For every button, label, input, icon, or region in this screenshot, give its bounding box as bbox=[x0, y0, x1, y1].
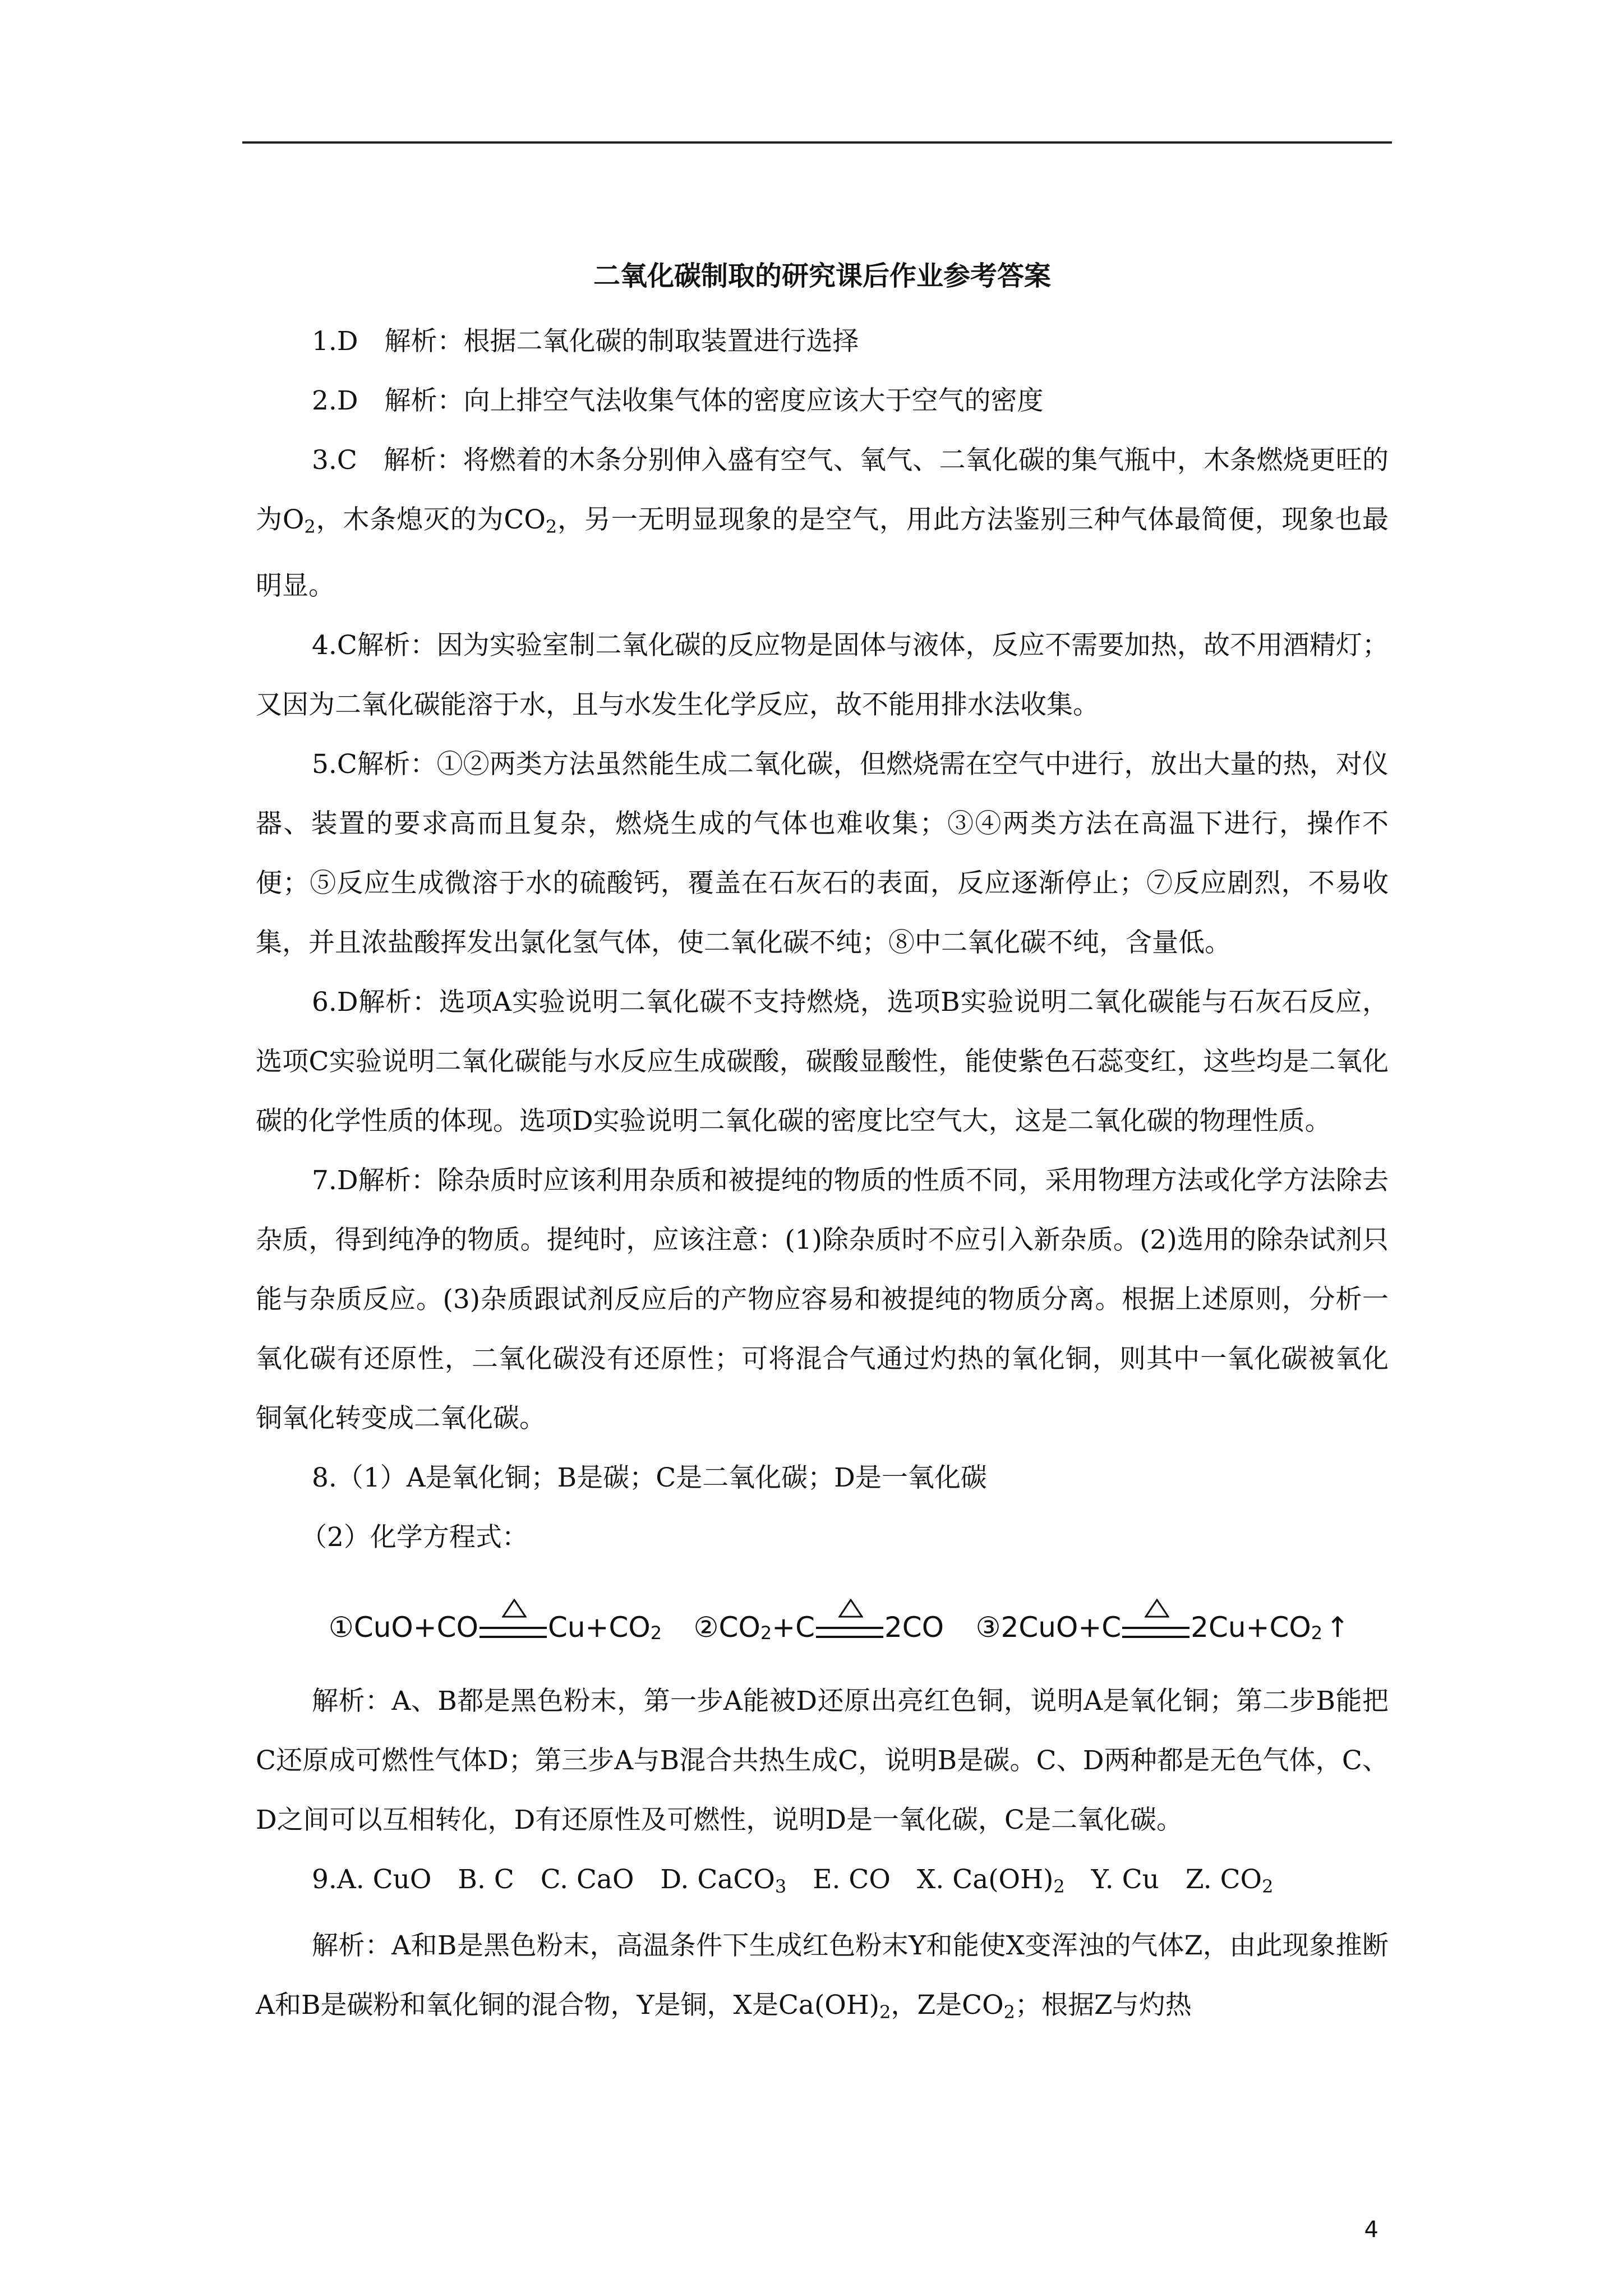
answer-9: 9.A. CuO B. C C. CaO D. CaCO$_3$ E. CO X. $Ca(OH)_2$ Y. Cu Z. $CO_2$ bbox=[312, 1864, 1274, 1897]
gas-arrow-icon: ↑ bbox=[1326, 1611, 1349, 1644]
answer-8-analysis: 解析：A、B都是黑色粉末，第一步A能被D还原出亮红色铜，说明A是氧化铜；第二步B能把C还原成可燃性气体D；第三步A与B混合共热生成C，说明B是碳。C、D两种都是无色气体，C、D之间可以互相转化，D有还原性及可燃性，说明D是一氧化碳，C是二氧化碳。 bbox=[256, 1686, 1389, 1835]
answer-8-part-2: （2）化学方程式： bbox=[301, 1522, 528, 1553]
heat-equals-sign bbox=[479, 1599, 547, 1644]
page-title: 二氧化碳制取的研究课后作业参考答案 bbox=[593, 260, 1051, 292]
heat-triangle-icon bbox=[838, 1599, 863, 1618]
equation-2: ②CO 2 +C 2CO bbox=[694, 1599, 944, 1644]
heat-triangle-icon bbox=[1145, 1599, 1169, 1618]
heat-equals-sign bbox=[1122, 1599, 1189, 1644]
answer-8-part-1: 8.（1）A是氧化铜；B是碳；C是二氧化碳；D是一氧化碳 bbox=[312, 1462, 987, 1493]
equation-1: ①CuO+CO Cu+CO 2 bbox=[329, 1599, 662, 1644]
chemical-equations bbox=[329, 1599, 1349, 1644]
answer-content bbox=[256, 258, 1389, 2042]
answer-4: 4.C解析：因为实验室制二氧化碳的反应物是固体与液体，反应不需要加热，故不用酒精灯；又因为二氧化碳能溶于水，且与水发生化学反应，故不能用排水法收集。 bbox=[256, 630, 1389, 720]
answer-1: 1.D 解析：根据二氧化碳的制取装置进行选择 bbox=[312, 326, 859, 357]
answer-5: 5.C解析：①②两类方法虽然能生成二氧化碳，但燃烧需在空气中进行，放出大量的热，对仪器、装置的要求高而且复杂，燃烧生成的气体也难收集；③④两类方法在高温下进行，操作不便；⑤反应生成微溶于水的硫酸钙，覆盖在石灰石的表面，反应逐渐停止；⑦反应剧烈，不易收集，并且浓盐酸挥发出氯化氢气体，使二氧化碳不纯；⑧中二氧化碳不纯，含量低。 bbox=[256, 749, 1389, 958]
answer-2: 2.D 解析：向上排空气法收集气体的密度应该大于空气的密度 bbox=[312, 385, 1044, 416]
answer-6: 6.D解析：选项A实验说明二氧化碳不支持燃烧，选项B实验说明二氧化碳能与石灰石反应，选项C实验说明二氧化碳能与水反应生成碳酸，碳酸显酸性，能使紫色石蕊变红，这些均是二氧化碳的化学性质的体现。选项D实验说明二氧化碳的密度比空气大，这是二氧化碳的物理性质。 bbox=[256, 987, 1389, 1137]
page-number: 4 bbox=[1364, 2217, 1378, 2243]
heat-triangle-icon bbox=[502, 1599, 527, 1618]
answer-9-analysis: 解析：A和B是黑色粉末，高温条件下生成红色粉末Y和能使X变浑浊的气体Z，由此现象推断A和B是碳粉和氧化铜的混合物，Y是铜，X是$Ca(OH)_2$，Z是$CO_2$；根据Z与灼热 bbox=[256, 1930, 1389, 2023]
header-rule bbox=[242, 141, 1392, 144]
answer-3: 3.C 解析：将燃着的木条分别伸入盛有空气、氧气、二氧化碳的集气瓶中，木条燃烧更旺的为$O_2$，木条熄灭的为$CO_2$，另一无明显现象的是空气，用此方法鉴别三种气体最简便，现象也最明显。 bbox=[256, 445, 1389, 601]
answer-7: 7.D解析：除杂质时应该利用杂质和被提纯的物质的性质不同，采用物理方法或化学方法除去杂质，得到纯净的物质。提纯时，应该注意：(1)除杂质时不应引入新杂质。(2)选用的除杂试剂只能与杂质反应。(3)杂质跟试剂反应后的产物应容易和被提纯的物质分离。根据上述原则，分析一氧化碳有还原性，二氧化碳没有还原性；可将混合气通过灼热的氧化铜，则其中一氧化碳被氧化铜氧化转变成二氧化碳。 bbox=[256, 1165, 1389, 1434]
heat-equals-sign bbox=[816, 1599, 883, 1644]
equation-3: ③2CuO+C 2Cu+CO 2 ↑ bbox=[976, 1599, 1349, 1644]
